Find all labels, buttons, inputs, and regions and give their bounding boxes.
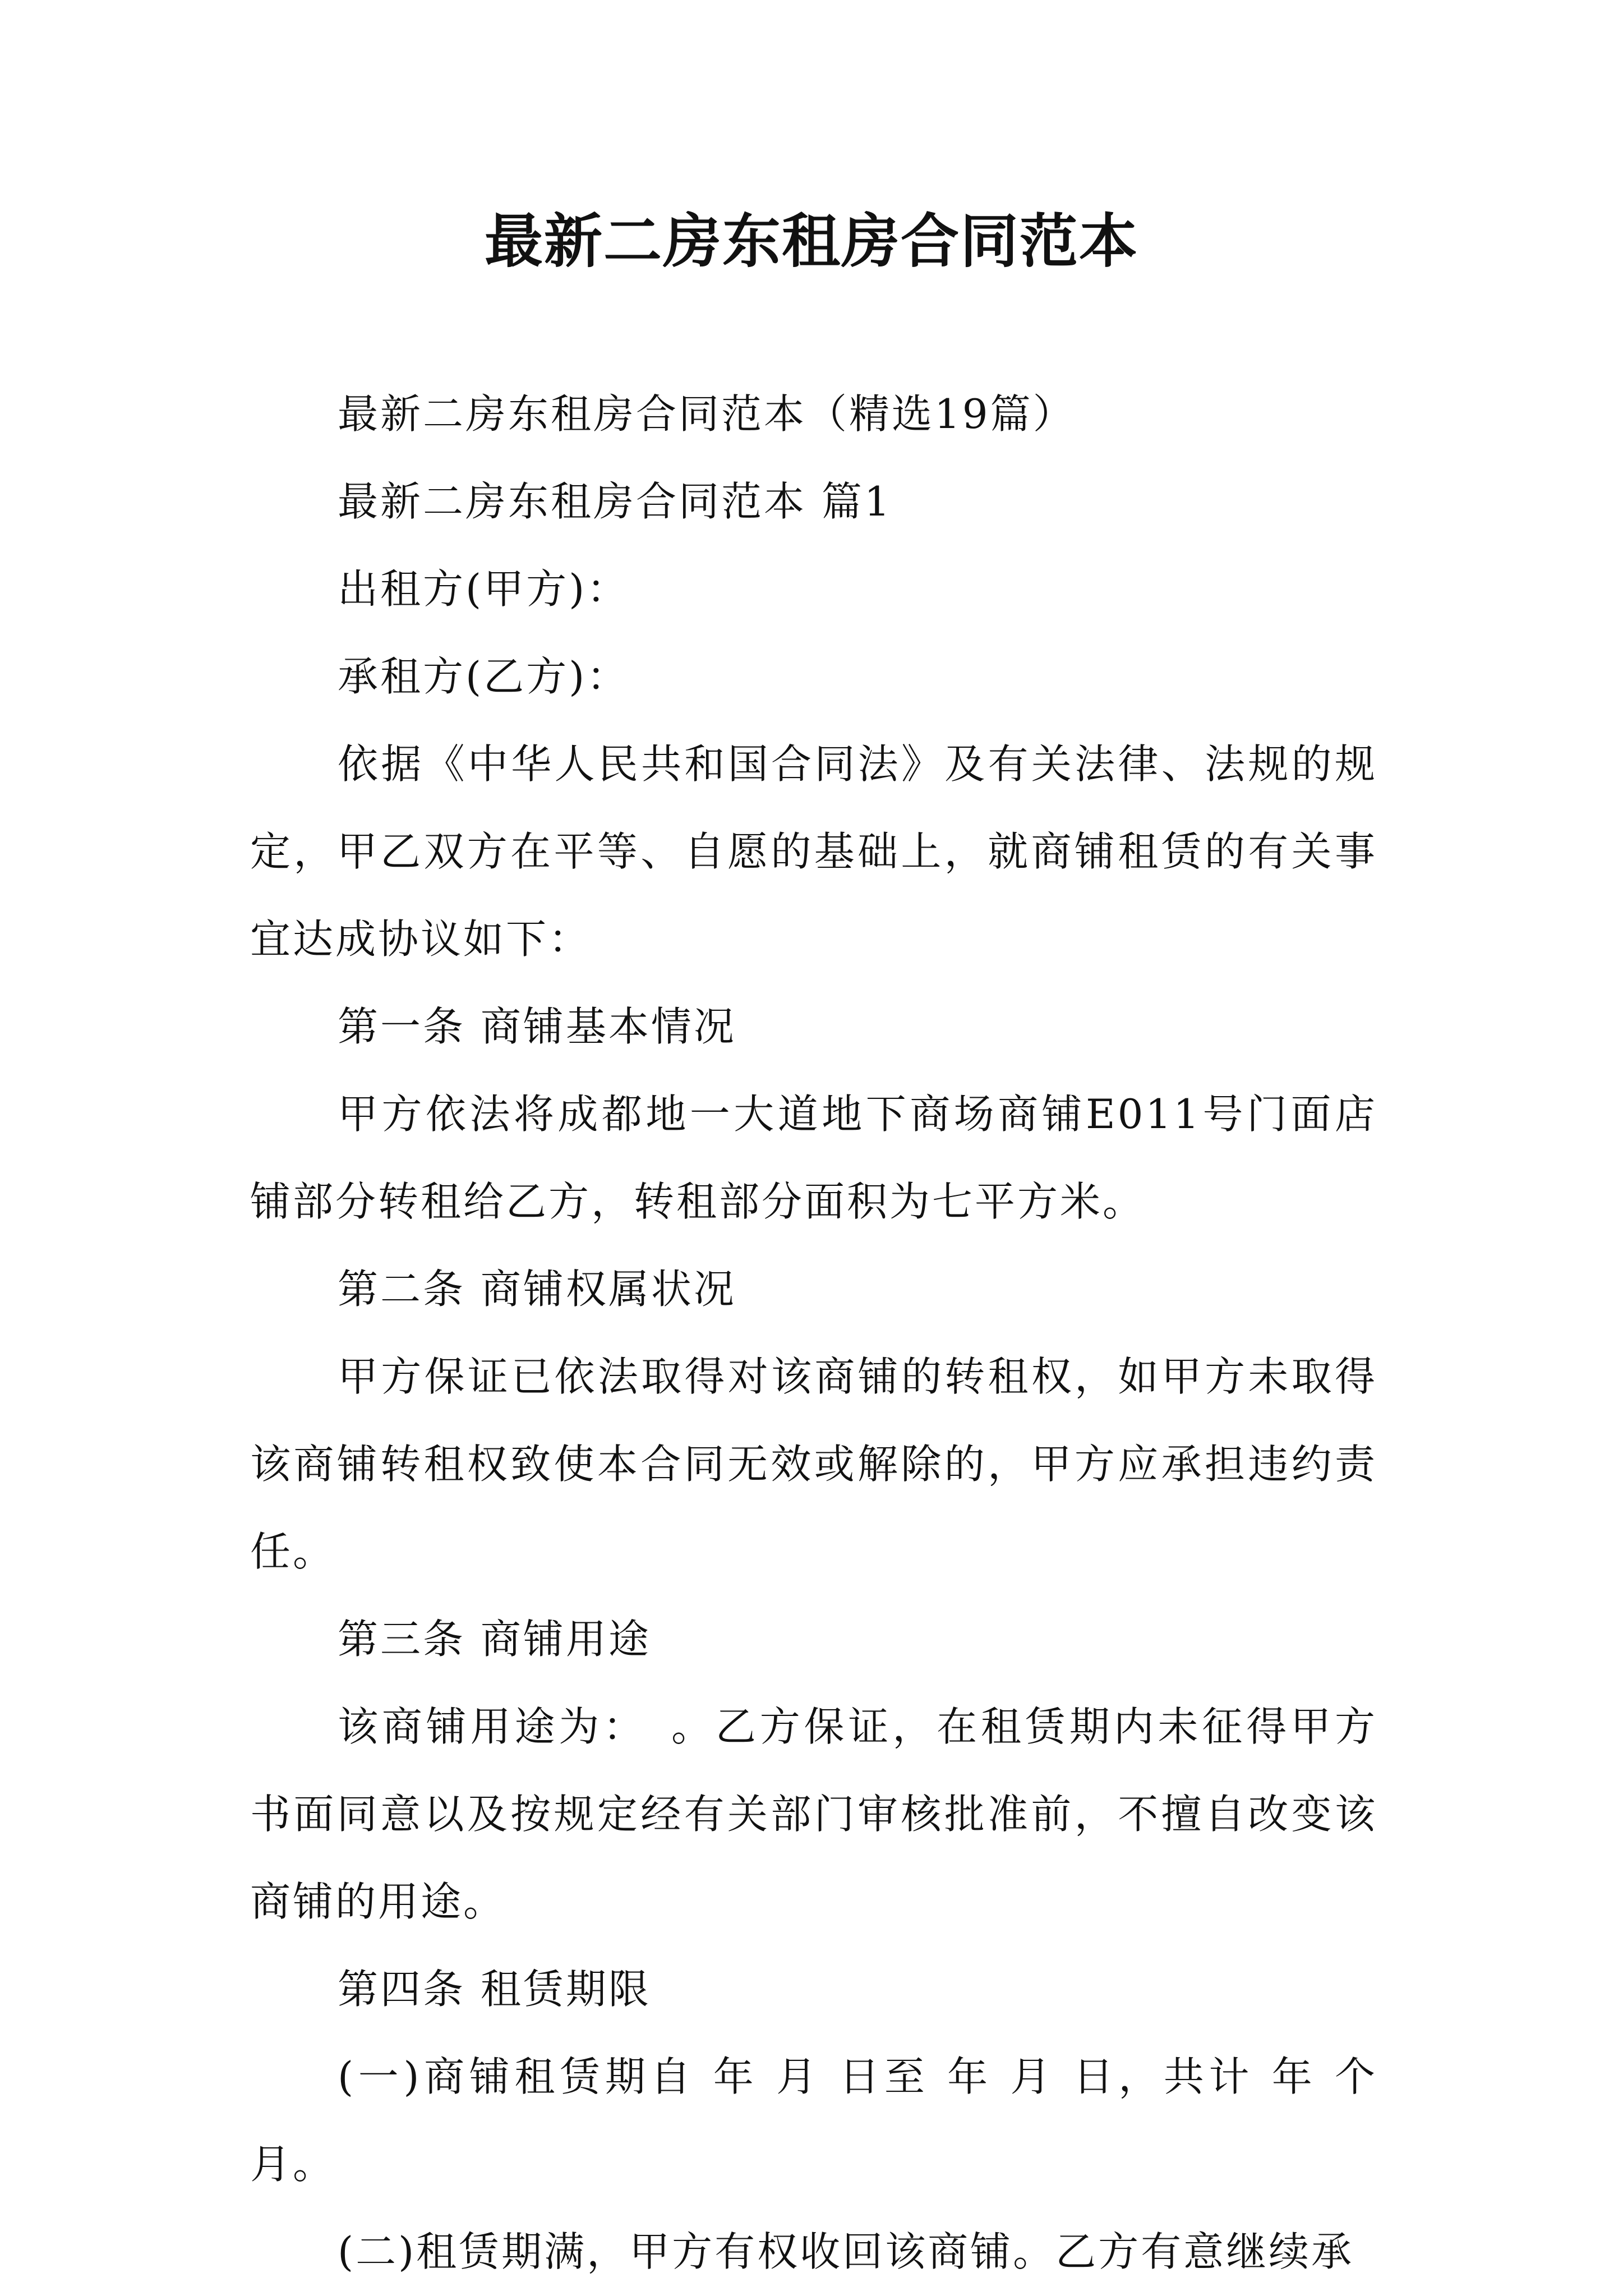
article-4-clause-2: (二)租赁期满，甲方有权收回该商铺。乙方有意继续承: [338, 2228, 1354, 2275]
article-3-body: 该商铺用途为： 。乙方保证，在租赁期内未征得甲方书面同意以及按规定经有关部门审核批准前，不擅自改变该商铺的用途。: [250, 1703, 1377, 1925]
document-title: 最新二房东租房合同范本: [484, 206, 1138, 275]
paragraph-lessor: 出租方(甲方)：: [338, 565, 630, 613]
article-2-heading: 第二条 商铺权属状况: [338, 1266, 736, 1313]
paragraph-collection-title: 最新二房东租房合同范本（精选19篇）: [338, 390, 1076, 438]
article-1-body: 甲方依法将成都地一大道地下商场商铺E011号门面店铺部分转租给乙方，转租部分面积为七平方米。: [250, 1091, 1377, 1225]
article-3-heading: 第三条 商铺用途: [338, 1616, 651, 1663]
paragraph-preamble: 依据《中华人民共和国合同法》及有关法律、法规的规定，甲乙双方在平等、自愿的基础上，就商铺租赁的有关事宜达成协议如下：: [250, 740, 1377, 963]
document-body: [250, 370, 1377, 2295]
paragraph-contract-heading: 最新二房东租房合同范本 篇1: [338, 478, 892, 525]
article-1-heading: 第一条 商铺基本情况: [338, 1003, 736, 1050]
article-4-clause-1: (一)商铺租赁期自 年 月 日至 年 月 日，共计 年 个月。: [250, 2053, 1377, 2188]
paragraph-lessee: 承租方(乙方)：: [338, 653, 630, 700]
article-2-body: 甲方保证已依法取得对该商铺的转租权，如甲方未取得该商铺转租权致使本合同无效或解除的，甲方应承担违约责任。: [250, 1353, 1377, 1575]
article-4-heading: 第四条 租赁期限: [338, 1966, 651, 2013]
